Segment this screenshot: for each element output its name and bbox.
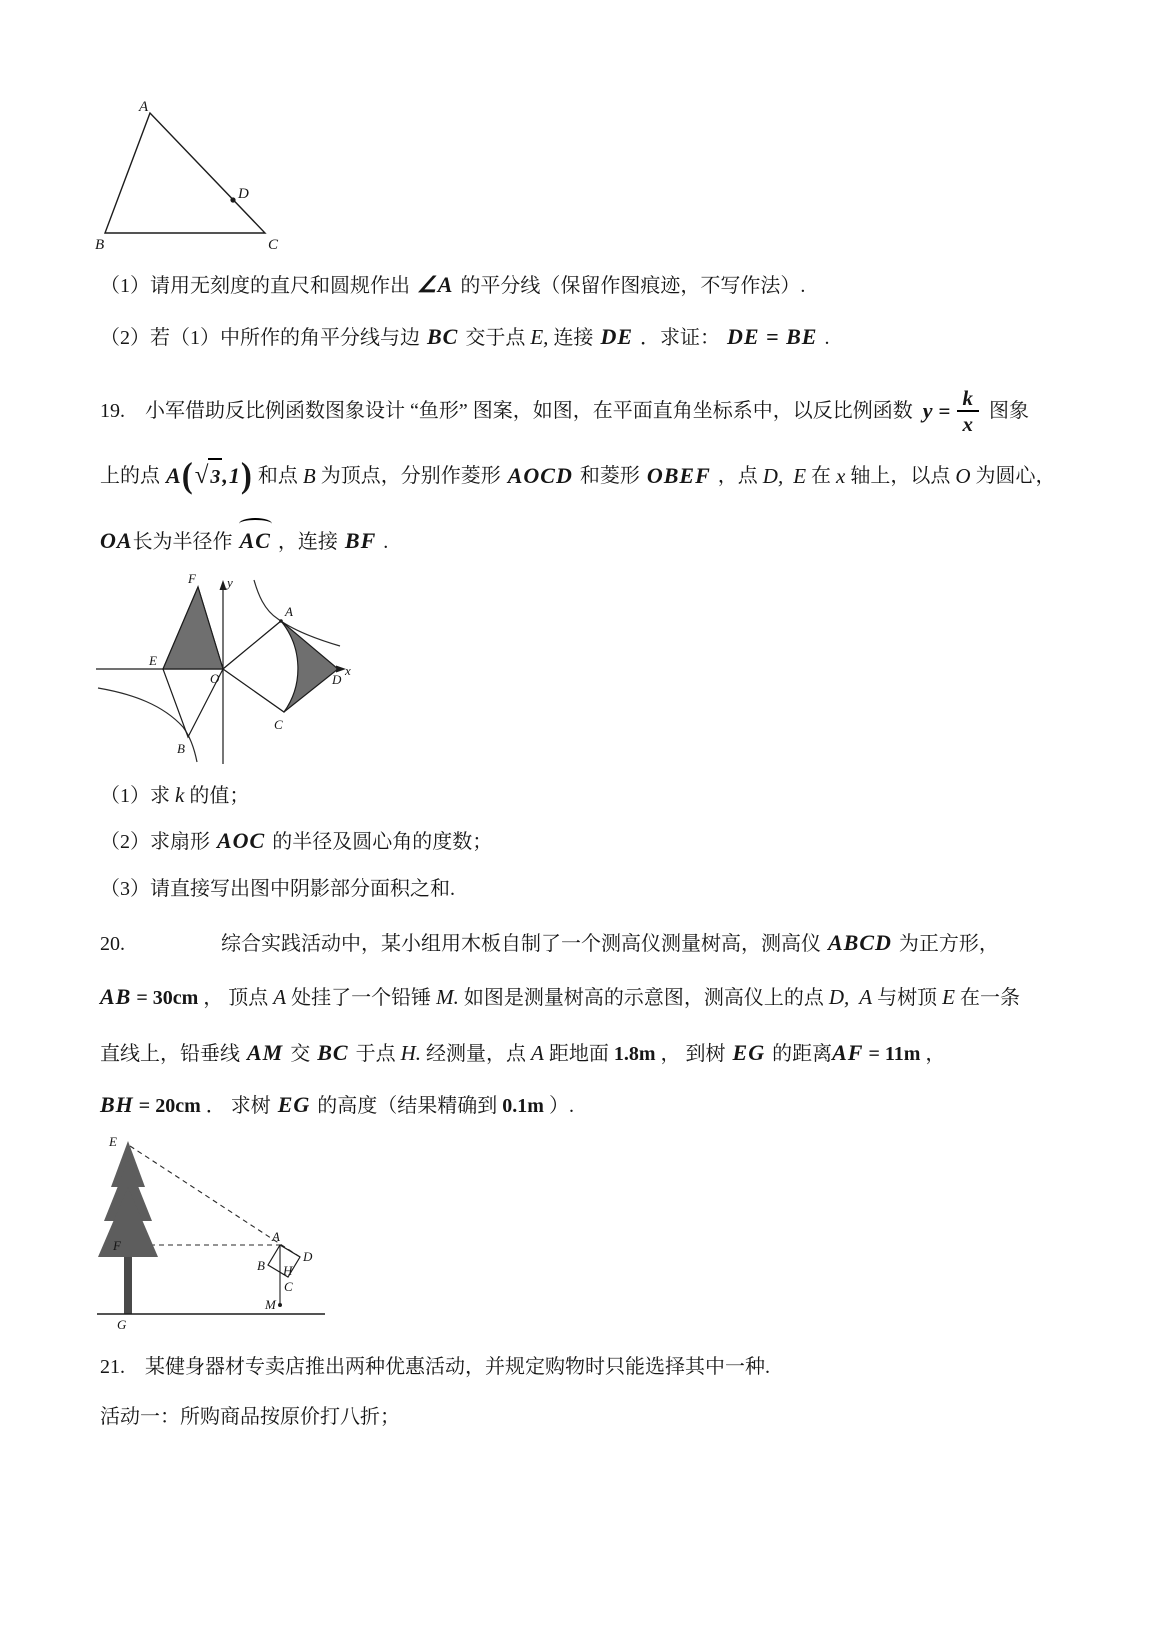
de-equals-be-formula: DE = BE: [727, 324, 818, 349]
var-e: E: [942, 985, 955, 1009]
point-d-dot: [230, 197, 235, 202]
q19-line2-text4: 和菱形: [579, 465, 640, 487]
arc-ac-formula: AC: [240, 524, 271, 558]
figure-tree-measurement: [85, 1133, 345, 1333]
label-d: D: [238, 186, 249, 202]
q18-part1-text2: 的平分线（保留作图痕迹，不写作法）.: [460, 275, 806, 297]
q19-line2-text2: 和点: [257, 465, 298, 487]
q20-line3-text3: 于点: [355, 1043, 396, 1065]
var-b: B: [302, 464, 316, 488]
q21-text: 21. 某健身器材专卖店推出两种优惠活动，并规定购物时只能选择其中一种.: [100, 1356, 770, 1378]
y-axis-arrow: [220, 580, 227, 590]
q20-line3-text5: 距地面: [548, 1043, 609, 1065]
q20-line3-text4: 经测量，点: [426, 1043, 527, 1065]
q21-line1: [100, 1350, 770, 1384]
q19-line3-text2: ，连接: [277, 531, 338, 553]
q19-line2-text1: 上的点: [100, 465, 160, 487]
segment-de-formula: DE: [600, 324, 633, 349]
q21-activity1: [100, 1400, 400, 1434]
figure-fish-coordinate-system: [88, 572, 368, 772]
square-abcd-formula: ABCD: [828, 930, 892, 955]
segment-bc-formula: BC: [427, 324, 459, 349]
figure-triangle-abc: [95, 98, 315, 258]
paren-close: ): [240, 455, 252, 496]
label-c: C: [274, 717, 283, 732]
var-ab: AB: [100, 984, 132, 1009]
label-y-axis: y: [227, 575, 233, 590]
q19-part2: [100, 824, 492, 859]
af-value: = 11m: [868, 1043, 921, 1065]
label-c: C: [284, 1279, 293, 1294]
q18-part1-text1: （1）请用无刻度的直尺和圆规作出: [100, 275, 410, 297]
q19-part3-text: （3）请直接写出图中阴影部分面积之和.: [100, 878, 455, 900]
var-h: H.: [400, 1041, 422, 1065]
sector-aoc-formula: AOC: [217, 828, 266, 853]
q20-line3-text7: 的距离: [772, 1043, 833, 1065]
q20-line3-text8: ，: [925, 1043, 946, 1065]
label-e: E: [149, 653, 157, 668]
segment-oa-formula: OA: [100, 528, 133, 553]
angle-a-formula: ∠A: [417, 272, 454, 297]
q19-line2-text3: 为顶点，分别作菱形: [320, 465, 501, 487]
label-b: B: [177, 741, 185, 756]
q19-intro-line2: [100, 455, 1056, 496]
var-d: D,: [828, 985, 850, 1009]
q20-line4-text2: 的高度（结果精确到: [317, 1095, 498, 1117]
q20-line1-text1: 综合实践活动中，某小组用木板自制了一个测高仪测量树高，测高仪: [221, 933, 821, 955]
plumb-weight: [278, 1303, 282, 1307]
var-d: D,: [762, 464, 784, 488]
q20-line3-text1: 直线上，铅垂线: [100, 1043, 240, 1065]
q20-line2-text2: 处挂了一个铅锤: [291, 987, 432, 1009]
fraction-k-over-x: [957, 386, 980, 436]
q19-line3-text1: 长为半径作: [132, 531, 233, 553]
q18-part1: [100, 268, 805, 303]
label-a: A: [139, 99, 149, 115]
label-b: B: [257, 1258, 265, 1273]
label-d: D: [332, 672, 342, 687]
height-1-8m: 1.8m: [613, 1043, 656, 1065]
q20-line2-text1: ， 顶点: [203, 987, 269, 1009]
label-d: D: [303, 1249, 313, 1264]
q19-part1: [100, 778, 249, 813]
precision-0-1m: 0.1m: [502, 1095, 544, 1117]
point-a-coordinates: [166, 455, 252, 496]
q19-line2-text7: 轴上，以点: [850, 465, 951, 487]
label-a: A: [285, 604, 293, 619]
q18-part2-text3: 连接: [553, 327, 594, 349]
point-e-var: E,: [530, 325, 549, 349]
rhombus-aocd-formula: AOCD: [507, 463, 573, 488]
var-a: A: [273, 985, 287, 1009]
q19-line2-text8: 为圆心，: [975, 465, 1056, 487]
q20-line2-text3: 如图是测量树高的示意图，测高仪上的点: [463, 987, 824, 1009]
segment-eg-formula2: EG: [277, 1092, 311, 1117]
point-a-dot: [279, 619, 283, 623]
label-f: F: [188, 572, 196, 586]
q19-line3-text3: .: [383, 531, 389, 553]
q20-line4-text1: ． 求树: [205, 1095, 271, 1117]
q19-part2-text1: （2）求扇形: [100, 831, 210, 853]
radicand-3: 3: [208, 458, 222, 494]
label-m: M: [265, 1297, 276, 1312]
equals-sign: =: [938, 399, 951, 424]
q20-line3-text6: ， 到树: [660, 1043, 726, 1065]
sqrt-sign: √: [194, 462, 209, 489]
var-a: A: [531, 1041, 544, 1065]
sector-aoc: [223, 621, 298, 712]
paren-open: (: [181, 455, 193, 496]
fraction-numerator: k: [957, 386, 980, 412]
q19-part2-text2: 的半径及圆心角的度数；: [272, 831, 493, 853]
label-f: F: [113, 1238, 121, 1253]
formula-y-equals-k-over-x: [923, 386, 979, 436]
segment-am-formula: AM: [247, 1040, 284, 1065]
q20-line4-text3: ）.: [548, 1095, 574, 1117]
q19-intro-line1: [100, 386, 1029, 436]
bh-value: = 20cm: [138, 1095, 201, 1117]
var-a2: A: [859, 985, 873, 1009]
q21-activity1-text: 活动一：所购商品按原价打八折；: [100, 1406, 400, 1428]
var-e: E: [793, 464, 807, 488]
q20-line2: [100, 980, 1020, 1015]
q18-part2-text5: .: [824, 327, 830, 349]
label-x-axis: x: [345, 663, 351, 678]
q19-line1-text1: 19. 小军借助反比例函数图象设计 “鱼形” 图案，如图，在平面直角坐标系中，以反比例函数: [100, 400, 913, 423]
q20-line1-text2: 为正方形，: [898, 933, 999, 955]
fraction-denominator: x: [962, 412, 973, 437]
q19-line1-text2: 图象: [989, 400, 1029, 423]
var-x: x: [836, 464, 846, 488]
q20-line3: [100, 1036, 945, 1071]
var-k: k: [175, 783, 185, 807]
q18-part2-text2: 交于点: [465, 327, 526, 349]
q20-line2-text5: 在一条: [959, 987, 1020, 1009]
point-d-dot: [336, 667, 340, 671]
label-a: A: [272, 1229, 280, 1244]
tree-foliage-bottom: [98, 1187, 158, 1257]
shaded-triangle-efo: [163, 587, 223, 669]
q19-part1-text1: （1）求: [100, 785, 170, 807]
q18-part2-text1: （2）若（1）中所作的角平分线与边: [100, 327, 420, 349]
q19-intro-line3: [100, 524, 388, 559]
var-a: A: [166, 463, 182, 488]
q20-line1: [100, 926, 999, 961]
label-h: H: [283, 1263, 293, 1278]
label-o: O: [210, 671, 220, 686]
segment-bc-formula: BC: [317, 1040, 349, 1065]
q20-line3-text2: 交: [290, 1043, 311, 1065]
var-bh: BH: [100, 1092, 134, 1117]
q18-part2-text4: ．求证：: [640, 327, 720, 349]
q20-line2-text4: 与树顶: [877, 987, 938, 1009]
var-o: O: [955, 464, 971, 488]
ab-value: = 30cm: [136, 987, 199, 1009]
q18-part2: [100, 320, 829, 355]
q20-line4: [100, 1088, 574, 1123]
label-g: G: [117, 1317, 127, 1332]
var-m: M.: [436, 985, 459, 1009]
var-y: y: [922, 398, 933, 424]
segment-bf-formula: BF: [344, 528, 377, 553]
q20-number: 20.: [100, 933, 125, 955]
q19-part1-text2: 的值；: [189, 785, 250, 807]
label-e: E: [109, 1134, 117, 1149]
q19-line2-text5: ，点: [717, 465, 758, 487]
var-af: AF: [832, 1040, 864, 1065]
triangle-outline: [105, 113, 265, 233]
rhombus-obef-formula: OBEF: [646, 463, 711, 488]
q19-part3: [100, 872, 455, 906]
q19-line2-text6: 在: [811, 465, 832, 487]
coord-rest: ,1: [222, 463, 241, 488]
segment-eg-formula: EG: [732, 1040, 766, 1065]
label-c: C: [268, 237, 279, 253]
label-b: B: [95, 237, 105, 253]
